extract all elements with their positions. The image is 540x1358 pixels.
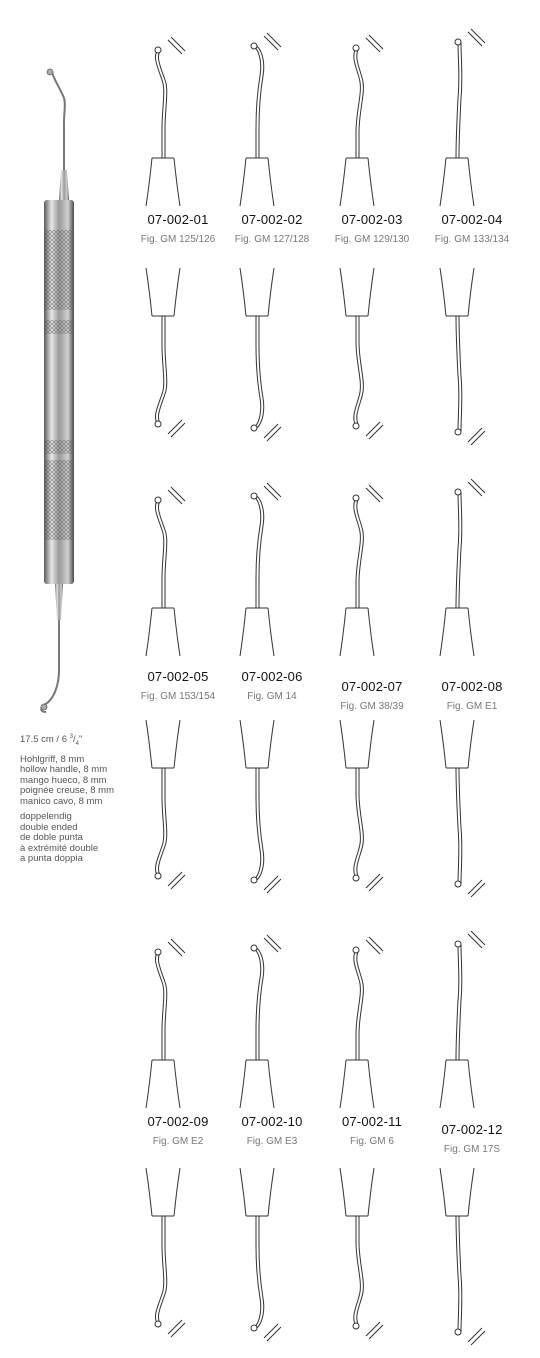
spec-line: manico cavo, 8 mm (20, 795, 103, 807)
item-code: 07-002-01 (147, 212, 209, 227)
end-line: a punta doppia (20, 853, 83, 865)
item-figure-ref: Fig. GM E1 (446, 701, 498, 712)
item-figure-ref: Fig. GM E3 (246, 1136, 298, 1147)
item-code: 07-002-04 (441, 212, 503, 227)
length-line: 17.5 cm / 6 $^3/_4$" (20, 734, 83, 748)
item-code: 07-002-05 (147, 669, 209, 684)
item-code: 07-002-08 (441, 679, 503, 694)
upper-tip-drawing (412, 28, 532, 208)
item-code: 07-002-06 (241, 669, 303, 684)
item-figure-ref: Fig. GM 125/126 (140, 234, 216, 245)
spec-line: poignée creuse, 8 mm (20, 785, 114, 797)
spec-line: hollow handle, 8 mm (20, 764, 108, 776)
spec-line: mango hueco, 8 mm (20, 774, 107, 786)
specs-block (20, 732, 130, 865)
instrument-photo (0, 60, 100, 720)
item-figure-ref: Fig. GM 14 (247, 691, 297, 702)
item-code: 07-002-07 (341, 679, 403, 694)
item-figure-ref: Fig. GM 127/128 (234, 234, 310, 245)
spec-line: Hohlgriff, 8 mm (20, 753, 85, 765)
upper-tip-drawing (412, 930, 532, 1110)
item-figure-ref: Fig. GM 129/130 (334, 234, 410, 245)
end-line: doppelendig (20, 811, 72, 823)
item-code: 07-002-12 (441, 1122, 503, 1137)
item-figure-ref: Fig. GM 133/134 (434, 234, 510, 245)
item-figure-ref: Fig. GM 17S (443, 1144, 501, 1155)
lower-tip-drawing (412, 266, 532, 446)
item-code: 07-002-11 (341, 1114, 403, 1129)
item-figure-ref: Fig. GM 6 (350, 1136, 394, 1147)
item-figure-ref: Fig. GM 38/39 (340, 701, 404, 712)
item-figure-ref: Fig. GM 153/154 (140, 691, 216, 702)
lower-tip-drawing (412, 1166, 532, 1346)
lower-tip-drawing (412, 718, 532, 898)
item-code: 07-002-10 (241, 1114, 303, 1129)
end-line: de doble punta (20, 832, 83, 844)
item-code: 07-002-02 (241, 212, 303, 227)
item-code: 07-002-03 (341, 212, 403, 227)
item-code: 07-002-09 (147, 1114, 209, 1129)
upper-tip-drawing (412, 478, 532, 658)
end-line: à extrémité double (20, 842, 99, 854)
end-line: double ended (20, 821, 78, 833)
item-figure-ref: Fig. GM E2 (152, 1136, 204, 1147)
